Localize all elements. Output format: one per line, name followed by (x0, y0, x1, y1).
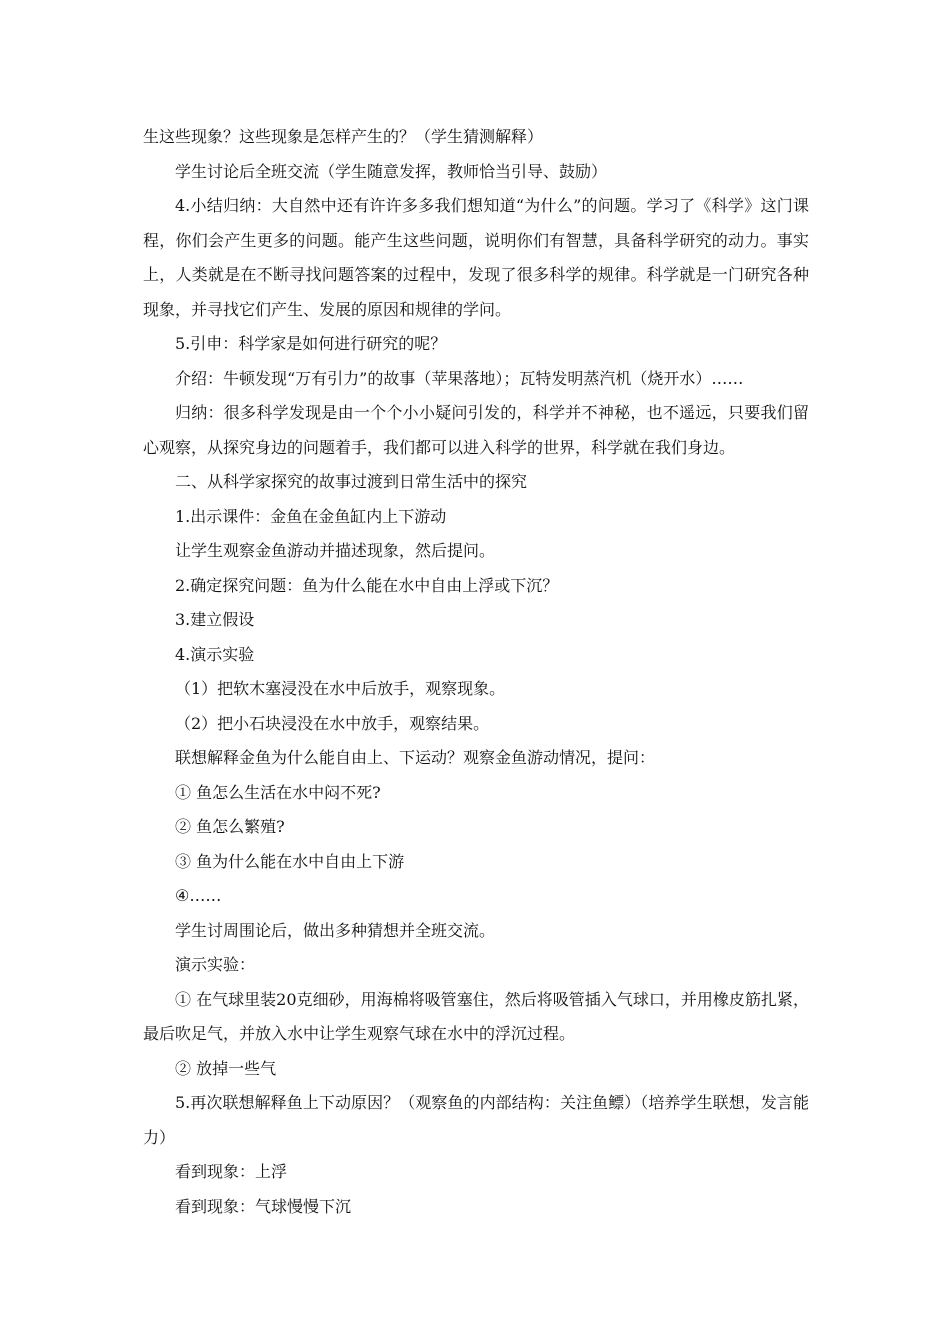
paragraph-demo-label: 演示实验： (175, 955, 256, 974)
paragraph-extension: 5.引申：科学家是如何进行研究的呢？ (175, 334, 447, 353)
paragraph-courseware: 1.出示课件：金鱼在金鱼缸内上下游动 (175, 506, 447, 526)
list-item: ② 放掉一些气 (175, 1058, 277, 1078)
paragraph-continuation: 生这些现象？这些现象是怎样产生的？（学生猜测解释） (143, 127, 544, 146)
section-heading-two: 二、从科学家探究的故事过渡到日常生活中的探究 (175, 472, 528, 491)
paragraph-question: 2.确定探究问题：鱼为什么能在水中自由上浮或下沉？ (175, 575, 559, 595)
paragraph-explain-again: 5.再次联想解释鱼上下动原因？（观察鱼的内部结构：关注鱼鳔）（培养学生联想，发言能力） (143, 1093, 809, 1147)
paragraph-introduction: 介绍：牛顿发现“万有引力”的故事（苹果落地）；瓦特发明蒸汽机（烧开水）…… (175, 368, 744, 388)
paragraph-discussion: 学生讨论后全班交流（学生随意发挥，教师恰当引导、鼓励） (175, 161, 608, 181)
paragraph-demo: 4.演示实验 (175, 644, 255, 664)
paragraph-observe: 让学生观察金鱼游动并描述现象，然后提问。 (175, 541, 496, 560)
list-item: ② 鱼怎么繁殖? (175, 817, 285, 836)
list-item: ① 在气球里装20克细砂，用海棉将吸管塞住，然后将吸管插入气球口，并用橡皮筋扎紧，最后吹足气，并放入水中让学生观察气球在水中的浮沉过程。 (143, 989, 809, 1043)
list-item: ③ 鱼为什么能在水中自由上下游 (175, 851, 405, 871)
document-body (143, 120, 809, 1224)
paragraph-observation: 看到现象：上浮 (175, 1162, 288, 1181)
paragraph-hypothesis: 3.建立假设 (175, 610, 255, 629)
paragraph-summary: 4.小结归纳：大自然中还有许许多多我们想知道“为什么”的问题。学习了《科学》这门课程，你们会产生更多的问题。能产生这些问题，说明你们有智慧，具备科学研究的动力。事实上，人类就是在不断寻找问题答案的过程中，发现了很多科学的规律。科学就是一门研究各种现象，并寻找它们产生、发展的原因和规律的学问。 (143, 196, 809, 319)
experiment-step-1: （1）把软木塞浸没在水中后放手，观察现象。 (175, 679, 506, 698)
paragraph-observation: 看到现象：气球慢慢下沉 (175, 1196, 352, 1216)
experiment-step-2: （2）把小石块浸没在水中放手，观察结果。 (175, 713, 490, 733)
paragraph-conclusion: 归纳：很多科学发现是由一个个小小疑问引发的，科学并不神秘，也不遥远，只要我们留心观察，从探究身边的问题着手，我们都可以进入科学的世界，科学就在我们身边。 (143, 403, 809, 457)
list-item: ④…… (175, 886, 222, 905)
paragraph-guess: 学生讨周围论后，做出多种猜想并全班交流。 (175, 920, 496, 940)
paragraph-association: 联想解释金鱼为什么能自由上、下运动？观察金鱼游动情况，提问： (175, 748, 656, 767)
list-item: ① 鱼怎么生活在水中闷不死? (175, 782, 381, 802)
